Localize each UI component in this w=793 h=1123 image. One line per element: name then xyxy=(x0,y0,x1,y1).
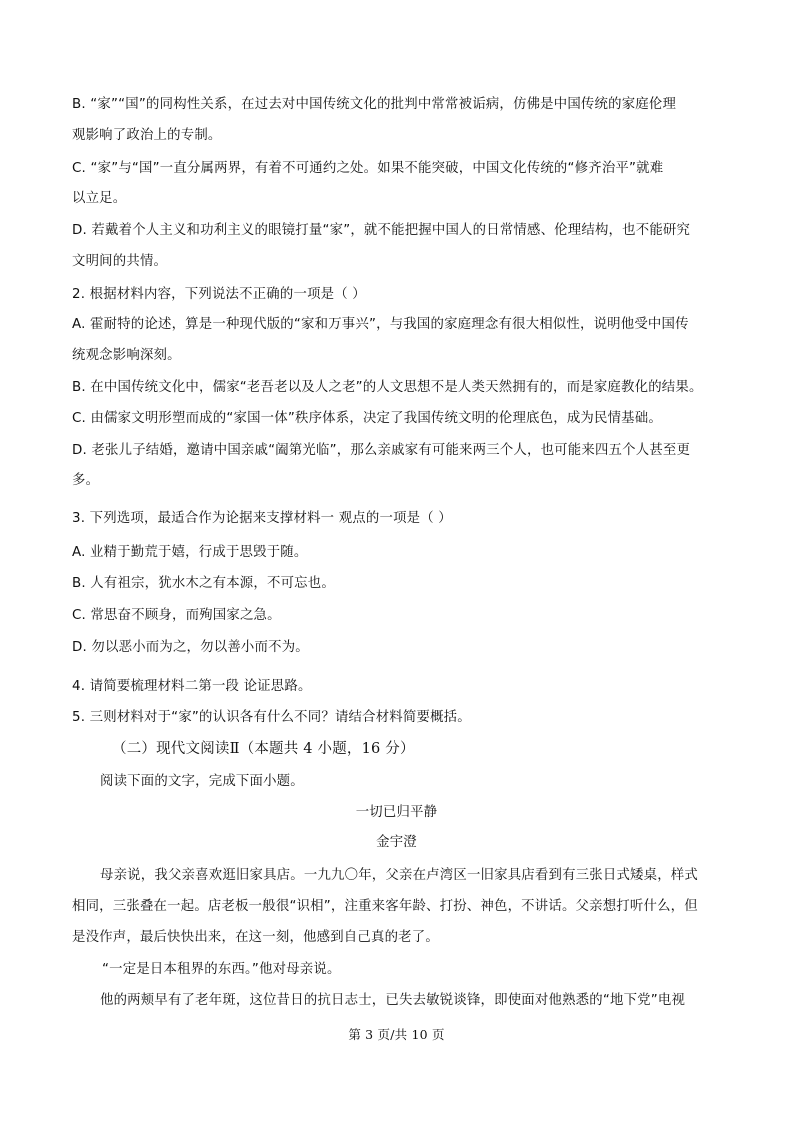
q3-option-d: D. 勿以恶小而为之，勿以善小而不为。 xyxy=(72,640,309,655)
q1-option-d-line1: D. 若戴着个人主义和功利主义的眼镜打量“家”，就不能把握中国人的日常情感、伦理结构，也不能研究 xyxy=(72,223,691,238)
article-para1-line3: 是没作声，最后快快出来，在这一刻，他感到自己真的老了。 xyxy=(72,930,439,945)
article-para3: 他的两颊早有了老年斑，这位昔日的抗日志士，已失去敏锐谈锋，即使面对他熟悉的“地下党”电视 xyxy=(100,993,686,1008)
q1-option-d-line2: 文明间的共情。 xyxy=(72,254,168,269)
section-heading: （二）现代文阅读Ⅱ（本题共 4 小题，16 分） xyxy=(112,741,415,757)
question-2-stem: 2. 根据材料内容，下列说法不正确的一项是（ ） xyxy=(72,287,366,302)
q1-option-b-line1: B. “家”“国”的同构性关系，在过去对中国传统文化的批判中常常被诟病，仿佛是中国传统的家庭伦理 xyxy=(72,97,677,112)
question-5: 5. 三则材料对于“家”的认识各有什么不同？请结合材料简要概括。 xyxy=(72,710,471,725)
page-number-footer: 第 3 页/共 10 页 xyxy=(348,1027,445,1042)
q1-option-c-line1: C. “家”与“国”一直分属两界，有着不可通约之处。如果不能突破，中国文化传统的“修齐治平”就难 xyxy=(72,161,664,176)
question-3-stem: 3. 下列选项，最适合作为论据来支撑材料一 观点的一项是（ ） xyxy=(72,511,452,526)
q3-option-a: A. 业精于勤荒于嬉，行成于思毁于随。 xyxy=(72,545,308,560)
q2-option-b: B. 在中国传统文化中，儒家“老吾老以及人之老”的人文思想不是人类天然拥有的，而是家庭教化的结果。 xyxy=(72,380,703,395)
q1-option-c-line2: 以立足。 xyxy=(72,191,127,206)
q3-option-c: C. 常思奋不顾身，而殉国家之急。 xyxy=(72,608,281,623)
q2-option-a-line2: 统观念影响深刻。 xyxy=(72,348,181,363)
reading-instruction: 阅读下面的文字，完成下面小题。 xyxy=(100,774,304,789)
q2-option-a-line1: A. 霍耐特的论述，算是一种现代版的“家和万事兴”，与我国的家庭理念有很大相似性，说明他受中国传 xyxy=(72,317,689,332)
question-4: 4. 请简要梳理材料二第一段 论证思路。 xyxy=(72,679,312,694)
q1-option-b-line2: 观影响了政治上的专制。 xyxy=(72,128,222,143)
q2-option-c: C. 由儒家文明形塑而成的“家国一体”秩序体系，决定了我国传统文明的伦理底色，成为民情基础。 xyxy=(72,411,662,426)
article-para1-line2: 相同，三张叠在一起。店老板一般很“识相”，注重来客年龄、打扮、神色，不讲话。父亲想打听什么，但 xyxy=(72,899,698,914)
q3-option-b: B. 人有祖宗，犹水木之有本源，不可忘也。 xyxy=(72,576,335,591)
article-title: 一切已归平静 xyxy=(355,805,438,820)
article-author: 金宇澄 xyxy=(376,835,417,850)
article-para2: “一定是日本租界的东西。”他对母亲说。 xyxy=(102,962,341,977)
q2-option-d-line2: 多。 xyxy=(72,473,100,488)
q2-option-d-line1: D. 老张儿子结婚，邀请中国亲戚“阖第光临”，那么亲戚家有可能来两三个人，也可能来四五个人甚至更 xyxy=(72,443,691,458)
article-para1-line1: 母亲说，我父亲喜欢逛旧家具店。一九九〇年，父亲在卢湾区一旧家具店看到有三张日式矮桌，样式 xyxy=(100,868,698,883)
